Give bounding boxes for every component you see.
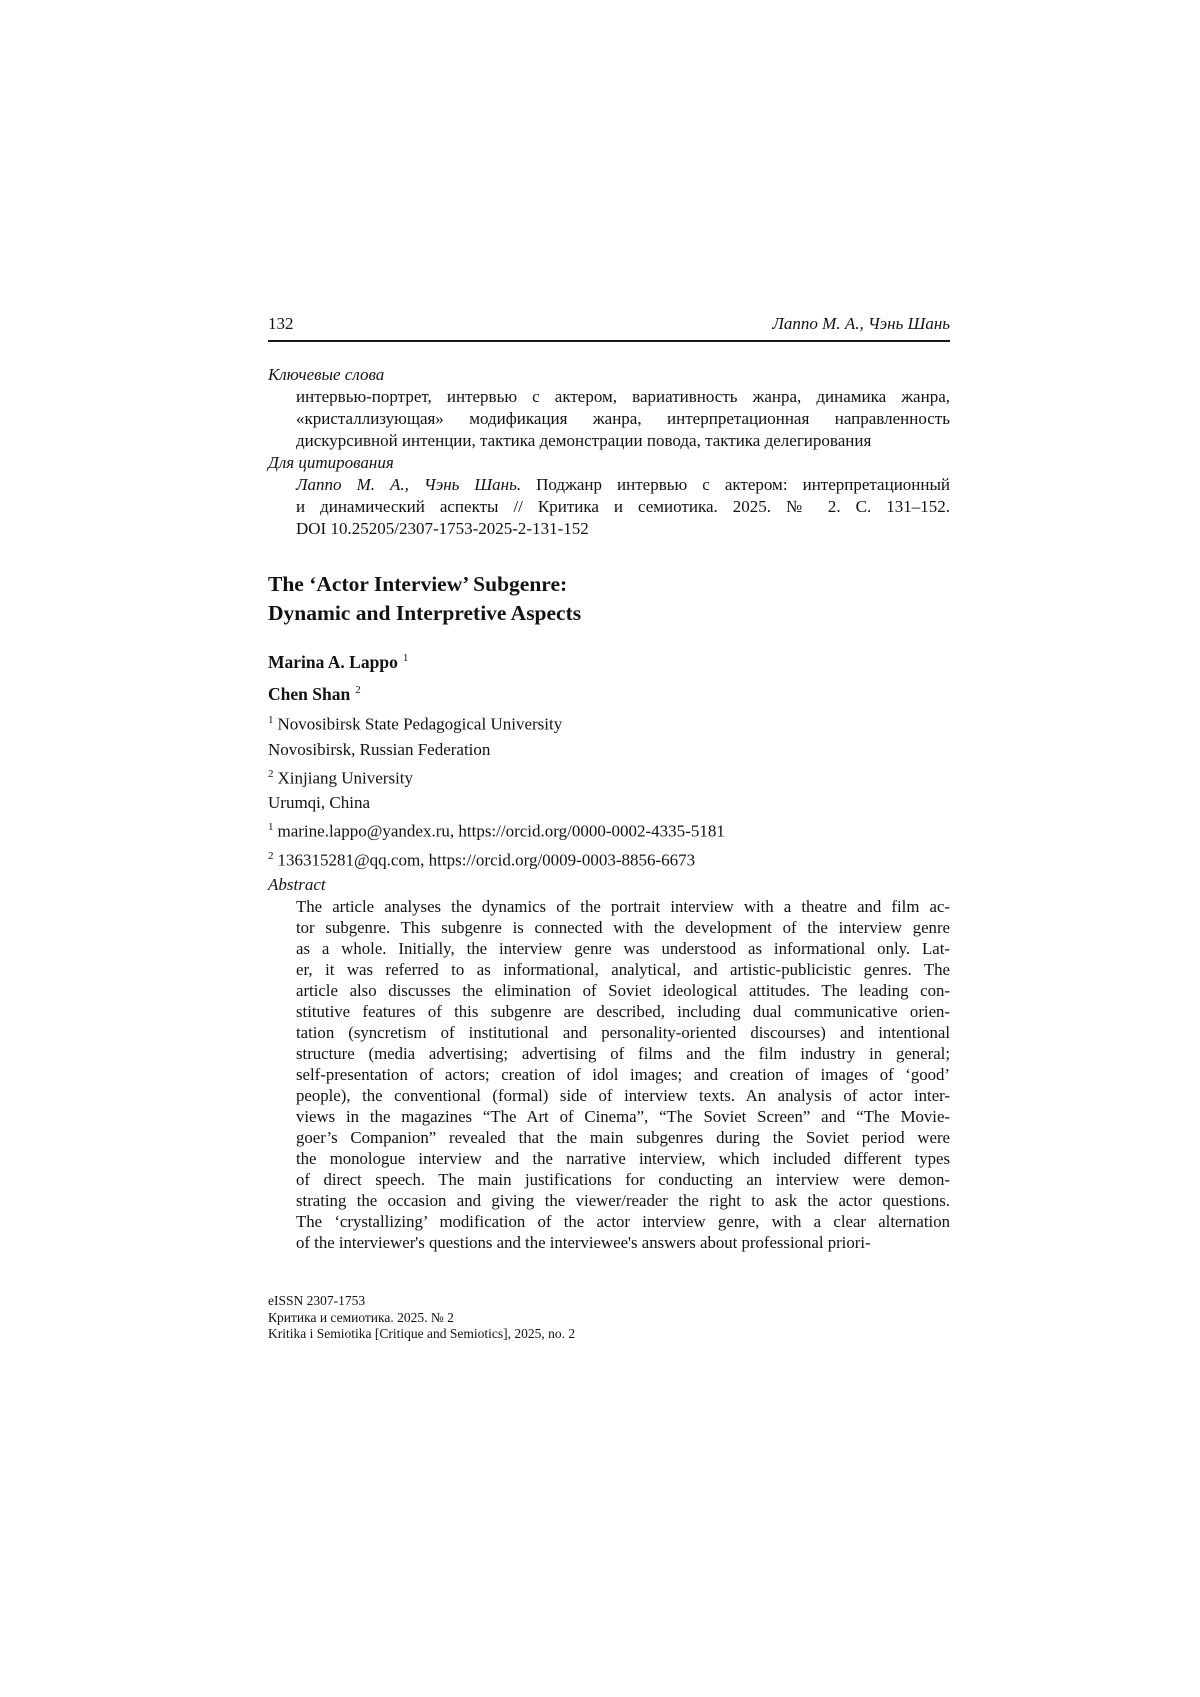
citation-line-rest: Поджанр интервью с актером: интерпретационный xyxy=(521,475,951,494)
article-title-line: Dynamic and Interpretive Aspects xyxy=(268,601,582,625)
author-superscript: 1 xyxy=(402,652,409,664)
footer-journal-en: Kritika i Semiotika [Critique and Semiotics], 2025, no. 2 xyxy=(268,1326,576,1341)
contact-superscript: 2 xyxy=(268,849,274,862)
affiliation-superscript: 2 xyxy=(268,767,274,780)
page-number: 132 xyxy=(268,314,294,333)
abstract-heading: Abstract xyxy=(268,875,326,894)
author-name: Chen Shan $^2$ xyxy=(268,683,361,704)
citation-body xyxy=(296,474,950,540)
citation-heading: Для цитирования xyxy=(268,453,394,472)
affiliation-line: Novosibirsk, Russian Federation xyxy=(268,739,491,759)
footer-journal-ru: Критика и семиотика. 2025. № 2 xyxy=(268,1309,454,1325)
keywords-line: «кристаллизующая» модификация жанра, интерпретационная направленность xyxy=(296,409,950,428)
footer-eissn: eISSN 2307-1753 xyxy=(268,1293,366,1308)
affiliation-superscript: 1 xyxy=(268,714,274,726)
abstract-line: of direct speech. The main justifications for conducting an interview were demon- xyxy=(296,1170,950,1189)
keywords-line: интервью-портрет, интервью с актером, вариативность жанра, динамика жанра, xyxy=(296,387,950,406)
page-header xyxy=(268,314,950,334)
abstract-line: The article analyses the dynamics of the portrait interview with a theatre and film ac- xyxy=(296,897,950,916)
keywords-line: дискурсивной интенции, тактика демонстрации повода, тактика делегирования xyxy=(296,431,872,450)
abstract-line: views in the magazines “The Art of Cinema”, “The Soviet Screen” and “The Movie- xyxy=(296,1107,950,1126)
contact-superscript: 1 xyxy=(268,821,274,834)
citation-line: и динамический аспекты // Критика и семиотика. 2025. № 2. С. 131–152. xyxy=(296,497,950,516)
abstract-line: strating the occasion and giving the viewer/reader the right to ask the actor questions. xyxy=(296,1191,950,1210)
contact-line: $^1$ marine.lappo@yandex.ru, https://orcid.org/0000-0002-4335-5181 xyxy=(268,821,725,841)
affiliation-line: $^1$ Novosibirsk State Pedagogical University xyxy=(268,714,563,734)
abstract-body xyxy=(296,896,950,1253)
abstract-line: tation (syncretism of institutional and personality-oriented discourses) and intentional xyxy=(296,1023,950,1042)
abstract-line: stitutive features of this subgenre are described, including dual communicative orien- xyxy=(296,1002,950,1021)
running-title: Лаппо М. А., Чэнь Шань xyxy=(772,314,950,333)
page-footer xyxy=(268,1293,950,1343)
abstract-line: as a whole. Initially, the interview genre was understood as informational only. Lat- xyxy=(296,939,950,958)
article-title-line: The ‘Actor Interview’ Subgenre: xyxy=(268,572,568,596)
abstract-line: self-presentation of actors; creation of idol images; and creation of images of ‘good’ xyxy=(296,1065,950,1084)
abstract-line: The ‘crystallizing’ modification of the actor interview genre, with a clear alternation xyxy=(296,1212,950,1231)
abstract-line: people), the conventional (formal) side of interview texts. An analysis of actor inter- xyxy=(296,1086,950,1105)
article-title xyxy=(268,570,950,628)
keywords-heading: Ключевые слова xyxy=(268,365,385,384)
abstract-line: goer’s Companion” revealed that the main subgenres during the Soviet period were xyxy=(296,1128,950,1147)
abstract-line: er, it was referred to as informational, analytical, and artistic-publicistic genres. The xyxy=(296,960,950,979)
abstract-line: tor subgenre. This subgenre is connected with the development of the interview genre xyxy=(296,918,950,937)
author-name: Marina A. Lappo $^1$ xyxy=(268,651,409,672)
citation-line xyxy=(296,474,950,496)
abstract-line: of the interviewer's questions and the interviewee's answers about professional priori- xyxy=(296,1233,871,1252)
abstract-line: the monologue interview and the narrative interview, which included different types xyxy=(296,1149,950,1168)
abstract-line: structure (media advertising; advertising of films and the film industry in general; xyxy=(296,1044,950,1063)
contact-line: $^2$ 136315281@qq.com, https://orcid.org/0009-0003-8856-6673 xyxy=(268,849,696,870)
authors-block xyxy=(268,644,950,708)
abstract-line: article also discusses the elimination of Soviet ideological attitudes. The leading con- xyxy=(296,981,950,1000)
affiliations-block xyxy=(268,708,950,873)
citation-doi: DOI 10.25205/2307-1753-2025-2-131-152 xyxy=(296,519,589,538)
author-superscript: 2 xyxy=(355,683,361,696)
affiliation-line: $^2$ Xinjiang University xyxy=(268,767,414,788)
affiliation-line: Urumqi, China xyxy=(268,793,370,813)
header-rule xyxy=(268,340,950,342)
keywords-body xyxy=(296,386,950,452)
citation-authors: Лаппо М. А., Чэнь Шань. xyxy=(296,475,522,494)
